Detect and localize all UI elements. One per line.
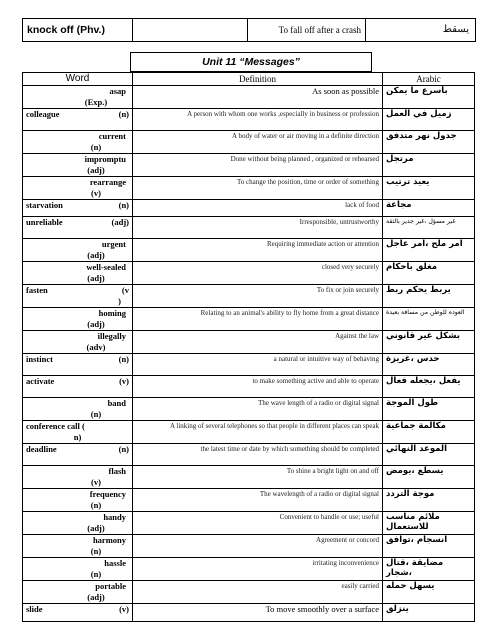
part-of-speech: (adv) bbox=[86, 342, 106, 352]
arabic-cell: بأسرع ما يمكن bbox=[383, 86, 475, 109]
definition-cell: Requiring immediate action or attention bbox=[133, 239, 383, 262]
arabic-cell: يعيد ترتيب bbox=[383, 177, 475, 200]
part-of-speech: (adj) bbox=[87, 273, 105, 283]
table-row bbox=[23, 489, 475, 512]
word-text: colleague bbox=[26, 109, 60, 119]
definition-cell: As soon as possible bbox=[133, 86, 383, 109]
top-arabic: يسقط bbox=[365, 19, 475, 41]
arabic-cell: موجة التردد bbox=[383, 489, 475, 512]
word-cell bbox=[23, 354, 133, 376]
word-cell bbox=[23, 217, 133, 239]
definition-cell: Convenient to handle or use; useful bbox=[133, 512, 383, 535]
definition-cell: The wave length of a radio or digital signal bbox=[133, 398, 383, 421]
vocabulary-body bbox=[23, 86, 475, 622]
part-of-speech: (adj) bbox=[87, 592, 105, 602]
previous-unit-row bbox=[22, 18, 476, 42]
word-text: instinct bbox=[26, 354, 53, 364]
definition-cell: A person with whom one works ,especially in business or profession bbox=[133, 109, 383, 131]
part-of-speech: (n) bbox=[90, 546, 102, 556]
table-row bbox=[23, 398, 475, 421]
arabic-cell: جدول نهر متدفق bbox=[383, 131, 475, 154]
table-row bbox=[23, 86, 475, 109]
arabic-cell: امر ملح ،امر عاجل bbox=[383, 239, 475, 262]
arabic-cell: زميل في العمل bbox=[383, 109, 475, 131]
part-of-speech: (n) bbox=[118, 200, 129, 210]
definition-cell: Irresponsible, untrustworthy bbox=[133, 217, 383, 239]
word-cell bbox=[23, 154, 133, 177]
definition-cell: a natural or intuitive way of behaving bbox=[133, 354, 383, 376]
part-of-speech: (v) bbox=[119, 604, 129, 614]
definition-cell: To fix or join securely bbox=[133, 285, 383, 308]
arabic-cell: حدس ،غريزة bbox=[383, 354, 475, 376]
top-word: knock off (Phv.) bbox=[23, 19, 133, 41]
arabic-cell: مغلق باحكام bbox=[383, 262, 475, 285]
table-row bbox=[23, 581, 475, 604]
arabic-cell: بشكل غير قانوني bbox=[383, 331, 475, 354]
word-text: urgent bbox=[101, 239, 126, 249]
word-cell bbox=[23, 558, 133, 581]
arabic-cell: مرتجل bbox=[383, 154, 475, 177]
word-text: deadline bbox=[26, 444, 57, 454]
word-text: conference call ( bbox=[26, 421, 85, 431]
definition-cell: To change the position, time or order of something bbox=[133, 177, 383, 200]
word-text: current bbox=[98, 131, 126, 141]
word-cell bbox=[23, 398, 133, 421]
definition-cell: Against the law bbox=[133, 331, 383, 354]
header-definition: Definition bbox=[133, 73, 383, 86]
word-cell bbox=[23, 489, 133, 512]
table-row bbox=[23, 308, 475, 331]
word-cell bbox=[23, 466, 133, 489]
word-text: rearrange bbox=[89, 177, 126, 187]
part-of-speech: (v) bbox=[91, 477, 101, 487]
part-of-speech: (n) bbox=[118, 354, 129, 364]
definition-cell: closed very securely bbox=[133, 262, 383, 285]
part-of-speech: (n) bbox=[118, 109, 129, 119]
arabic-cell: يربط يحكم ربط bbox=[383, 285, 475, 308]
arabic-cell: العوده للوطن من مسافة بعيدة bbox=[383, 308, 475, 331]
word-cell bbox=[23, 581, 133, 604]
word-text: frequency bbox=[89, 489, 126, 499]
word-text: band bbox=[107, 398, 126, 408]
table-row bbox=[23, 154, 475, 177]
header-arabic: Arabic bbox=[383, 73, 475, 86]
table-row bbox=[23, 200, 475, 217]
arabic-cell: الموعد النهائي bbox=[383, 444, 475, 466]
part-of-speech-continued: ) bbox=[118, 296, 121, 306]
table-row bbox=[23, 444, 475, 466]
part-of-speech: (n) bbox=[90, 142, 102, 152]
word-text: well-sealed bbox=[86, 262, 126, 272]
word-cell bbox=[23, 604, 133, 622]
part-of-speech: (adj) bbox=[111, 217, 129, 227]
word-cell bbox=[23, 285, 133, 308]
definition-cell: the latest time or date by which something should be completed bbox=[133, 444, 383, 466]
unit-title: Unit 11 “Messages” bbox=[130, 52, 372, 72]
definition-cell: To shine a bright light on and off bbox=[133, 466, 383, 489]
table-row bbox=[23, 558, 475, 581]
table-row bbox=[23, 217, 475, 239]
part-of-speech: (n) bbox=[90, 409, 102, 419]
word-cell bbox=[23, 444, 133, 466]
word-cell bbox=[23, 262, 133, 285]
word-cell bbox=[23, 109, 133, 131]
part-of-speech: (adj) bbox=[87, 250, 105, 260]
word-cell bbox=[23, 376, 133, 398]
arabic-cell: غير مسؤل ،غير جدير بالثقة bbox=[383, 217, 475, 239]
definition-cell: Done without being planned , organized or rehearsed bbox=[133, 154, 383, 177]
definition-cell: irritating inconvenience bbox=[133, 558, 383, 581]
part-of-speech: (n) bbox=[90, 569, 102, 579]
word-cell bbox=[23, 421, 133, 444]
arabic-cell: يسهل حمله bbox=[383, 581, 475, 604]
part-of-speech: n) bbox=[73, 432, 82, 442]
table-row bbox=[23, 239, 475, 262]
word-text: flash bbox=[108, 466, 126, 476]
word-cell bbox=[23, 177, 133, 200]
word-text: slide bbox=[26, 604, 43, 614]
word-text: portable bbox=[95, 581, 126, 591]
word-cell bbox=[23, 131, 133, 154]
part-of-speech: (v bbox=[121, 285, 129, 295]
part-of-speech: (n) bbox=[118, 444, 129, 454]
arabic-cell: مكالمة جماعية bbox=[383, 421, 475, 444]
header-word: Word bbox=[23, 73, 133, 86]
table-row bbox=[23, 131, 475, 154]
word-text: hassle bbox=[104, 558, 126, 568]
word-text: unreliable bbox=[26, 217, 63, 227]
table-row bbox=[23, 331, 475, 354]
word-text: impromptu bbox=[84, 154, 126, 164]
word-text: homing bbox=[98, 308, 126, 318]
table-row bbox=[23, 535, 475, 558]
word-text: activate bbox=[26, 376, 55, 386]
table-row bbox=[23, 354, 475, 376]
part-of-speech: (v) bbox=[91, 188, 101, 198]
top-spacer bbox=[133, 19, 247, 41]
definition-cell: To move smoothly over a surface bbox=[133, 604, 383, 622]
word-cell bbox=[23, 535, 133, 558]
word-cell bbox=[23, 308, 133, 331]
part-of-speech: (adj) bbox=[87, 165, 105, 175]
arabic-cell: طول الموجة bbox=[383, 398, 475, 421]
table-row bbox=[23, 285, 475, 308]
table-row bbox=[23, 376, 475, 398]
vocabulary-table bbox=[22, 72, 475, 622]
arabic-cell: ملائم مناسب للاستعمال bbox=[383, 512, 475, 535]
arabic-cell: يسطع ،يومض bbox=[383, 466, 475, 489]
part-of-speech: (v) bbox=[119, 376, 129, 386]
definition-cell: A body of water or air moving in a definite direction bbox=[133, 131, 383, 154]
word-cell bbox=[23, 331, 133, 354]
arabic-cell: مجاعة bbox=[383, 200, 475, 217]
word-text: fasten bbox=[26, 285, 48, 295]
table-row bbox=[23, 421, 475, 444]
word-text: starvation bbox=[26, 200, 63, 210]
top-definition: To fall off after a crash bbox=[247, 19, 365, 41]
part-of-speech: (adj) bbox=[87, 319, 105, 329]
word-cell bbox=[23, 512, 133, 535]
word-cell bbox=[23, 200, 133, 217]
definition-cell: Agreement or concord bbox=[133, 535, 383, 558]
part-of-speech: (Exp.) bbox=[84, 97, 108, 107]
word-cell bbox=[23, 239, 133, 262]
table-row bbox=[23, 604, 475, 622]
word-text: asap bbox=[109, 86, 126, 96]
word-text: harmony bbox=[92, 535, 126, 545]
part-of-speech: (n) bbox=[90, 500, 102, 510]
word-text: illegally bbox=[97, 331, 126, 341]
table-row bbox=[23, 177, 475, 200]
definition-cell: easily carried bbox=[133, 581, 383, 604]
arabic-cell: انسجام ،توافق bbox=[383, 535, 475, 558]
arabic-cell: ينزلق bbox=[383, 604, 475, 622]
definition-cell: lack of food bbox=[133, 200, 383, 217]
table-row bbox=[23, 109, 475, 131]
definition-cell: The wavelength of a radio or digital signal bbox=[133, 489, 383, 512]
table-row bbox=[23, 466, 475, 489]
definition-cell: A linking of several telephones so that people in different places can speak bbox=[133, 421, 383, 444]
definition-cell: to make something active and able to operate bbox=[133, 376, 383, 398]
arabic-cell: مضايقة ،قتال ،شجار bbox=[383, 558, 475, 581]
table-row bbox=[23, 262, 475, 285]
table-header-row bbox=[23, 73, 475, 86]
arabic-cell: يفعل ،يجعله فعال bbox=[383, 376, 475, 398]
part-of-speech: (adj) bbox=[87, 523, 105, 533]
table-row bbox=[23, 512, 475, 535]
word-cell bbox=[23, 86, 133, 109]
word-text: handy bbox=[103, 512, 126, 522]
definition-cell: Relating to an animal's ability to fly home from a great distance bbox=[133, 308, 383, 331]
